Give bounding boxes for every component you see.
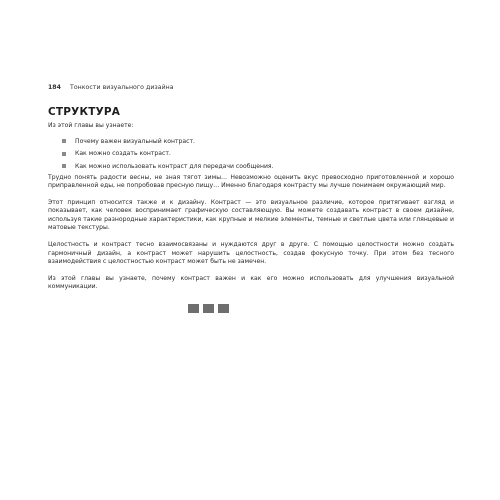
chapter-title: СТРУКТУРА xyxy=(48,106,121,118)
list-item-text: Как можно использовать контраст для передачи сообщения. xyxy=(75,162,274,170)
square-bullet-icon xyxy=(62,152,66,156)
page-number: 184 xyxy=(48,84,61,91)
learning-goals-list xyxy=(48,135,454,173)
paragraph: Целостность и контраст тесно взаимосвязаны и нуждаются друг в друге. С помощью целостности можно создать гармоничный дизайн, а контраст может нарушить целостность, создав фокусную точку. При этом без тесного взаимодействия с целостностью контраст может быть не замечен. xyxy=(48,241,454,265)
intro-line: Из этой главы вы узнаете: xyxy=(48,122,134,129)
list-item-text: Как можно создать контраст. xyxy=(75,150,171,158)
running-header xyxy=(48,84,454,96)
list-item xyxy=(48,135,454,148)
list-item-text: Почему важен визуальный контраст. xyxy=(75,137,195,145)
ornament-block xyxy=(188,304,199,313)
running-title: Тонкости визуального дизайна xyxy=(70,84,174,91)
section-end-ornament xyxy=(188,304,229,313)
paragraph: Этот принцип относится также и к дизайну. Контраст — это визуальное различие, которое притягивает взгляд и показывает, как человек воспринимает графическую составляющую. Вы можете создавать контраст в своем дизайне, используя такие разнородные характеристики, как крупные и мелкие элементы, темные и светлые цвета или глянцевые и матовые текстуры. xyxy=(48,199,454,231)
paragraph: Из этой главы вы узнаете, почему контраст важен и как его можно использовать для улучшения визуальной коммуникации. xyxy=(48,275,454,291)
square-bullet-icon xyxy=(62,164,66,168)
square-bullet-icon xyxy=(62,139,66,143)
book-page xyxy=(48,84,454,292)
paragraph: Трудно понять радости весны, не зная тягот зимы… Невозможно оценить вкус превосходно приготовленной и хорошо приправленной еды, не попробовав пресную пищу… Именно благодаря контрасту мы лучше понимаем окружающий мир. xyxy=(48,173,454,189)
ornament-block xyxy=(218,304,229,313)
ornament-block xyxy=(203,304,214,313)
list-item xyxy=(48,148,454,161)
list-item xyxy=(48,160,454,173)
